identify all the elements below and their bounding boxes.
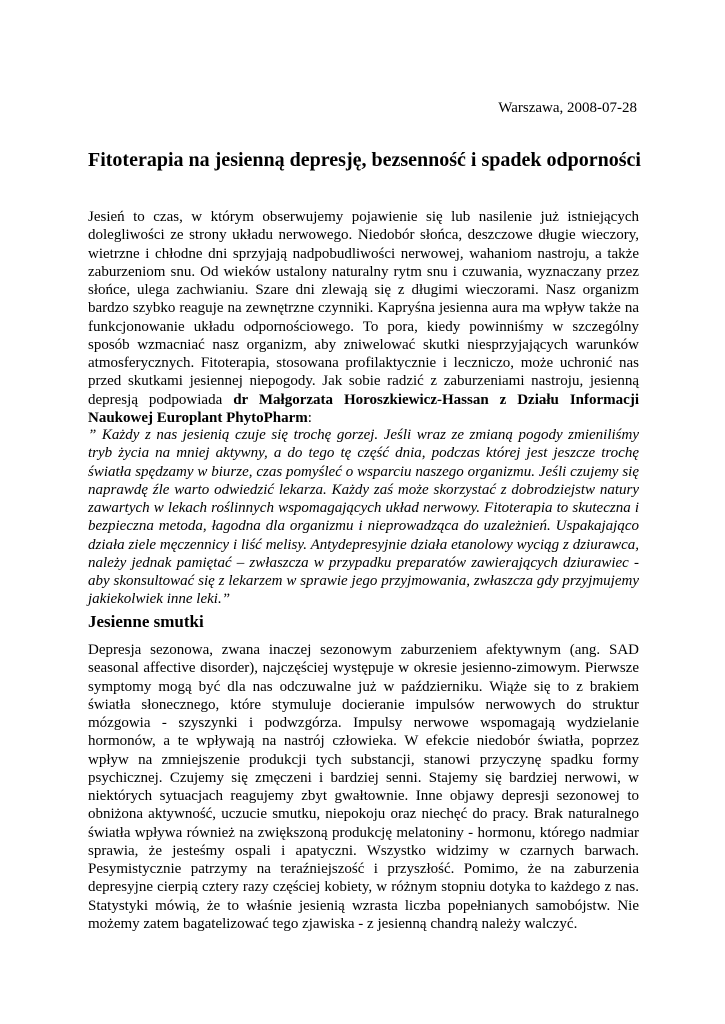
article-title: Fitoterapia na jesienną depresję, bezsenność i spadek odporności <box>88 149 641 171</box>
intro-end: : <box>307 409 312 426</box>
place-date: Warszawa, 2008-07-28 <box>498 100 637 116</box>
intro-paragraph <box>88 208 639 427</box>
expert-quote: ” Każdy z nas jesienią czuje się trochę gorzej. Jeśli wraz ze zmianą pogody zmieniliśmy tryb życia na mniej aktywny, a do tego tę część dnia, podczas której jest jeszcze trochę światła spędzamy w biurze, czas pomyśleć o wsparciu naszego organizmu. Jeśli czujemy się naprawdę źle warto odwiedzić lekarza. Każdy zaś może skorzystać z dobrodziejstw natury zawartych w lekach roślinnych wspomagających układ nerwowy. Fitoterapia to skuteczna i bezpieczna metoda, łagodna dla organizmu i nieprowadząca do uzależnień. Uspakajająco działa ziele męczennicy i liść melisy. Antydepresyjnie działa etanolowy wyciąg z dziurawca, należy jednak pamiętać – zwłaszcza w przypadku preparatów zawierających dziurawiec - aby skonsultować się z lekarzem w sprawie jego przyjmowania, zwłaszcza gdy przyjmujemy jakiekolwiek inne leki.” <box>88 427 639 608</box>
expert-name: dr Małgorzata Horoszkiewicz-Hassan z Działu Informacji Naukowej Europlant PhytoPharm <box>88 391 639 426</box>
section-paragraph: Depresja sezonowa, zwana inaczej sezonowym zaburzeniem afektywnym (ang. SAD seasonal affective disorder), najczęściej występuje w okresie jesienno-zimowym. Pierwsze symptomy mogą być dla nas odczuwalne już w październiku. Wiąże się to z brakiem światła słonecznego, które stymuluje docieranie impulsów nerwowych do struktur mózgowia - szyszynki i podwzgórza. Impulsy nerwowe wspomagają wydzielanie hormonów, a te wpływają na nastrój człowieka. W efekcie niedobór światła, poprzez wpływ na zmniejszenie produkcji tych substancji, stanowi przyczynę spadku formy psychicznej. Czujemy się zmęczeni i bardziej senni. Stajemy się bardziej nerwowi, w niektórych sytuacjach reagujemy zbyt gwałtownie. Inne objawy depresji sezonowej to obniżona aktywność, uczucie smutku, niepokoju oraz niechęć do pracy. Brak naturalnego światła wpływa również na zwiększoną produkcję melatoniny - hormonu, którego nadmiar sprawia, że jesteśmy ospali i apatyczni. Wszystko widzimy w czarnych barwach. Pesymistycznie patrzymy na teraźniejszość i przyszłość. Pomimo, że na zaburzenia depresyjne cierpią cztery razy częściej kobiety, w różnym stopniu dotyka to każdego z nas. Statystyki mówią, że to właśnie jesienią wzrasta liczba popełnianych samobójstw. Nie możemy zatem bagatelizować tego zjawiska - z jesienną chandrą należy walczyć. <box>88 642 639 932</box>
intro-text: Jesień to czas, w którym obserwujemy pojawienie się lub nasilenie już istniejących dolegliwości ze strony układu nerwowego. Niedobór słońca, deszczowe długie wieczory, wietrzne i chłodne dni sprzyjają nadpobudliwości nerwowej, wahaniom nastroju, a także zaburzeniom snu. Od wieków ustalony naturalny rytm snu i czuwania, wyznaczany przez słońce, ulega zachwianiu. Szare dni zlewają się z długimi wieczorami. Nasz organizm bardzo szybko reaguje na zewnętrzne czynniki. Kapryśna jesienna aura ma wpływ także na funkcjonowanie układu odpornościowego. To pora, kiedy powinniśmy w szczególny sposób wzmacniać nasz organizm, aby zniwelować skutki niesprzyjających warunków atmosferycznych. Fitoterapia, stosowana profilaktycznie i leczniczo, może uchronić nas przed skutkami jesiennej niepogody. Jak sobie radzić z zaburzeniami nastroju, jesienną depresją podpowiada <box>88 209 639 408</box>
section-heading: Jesienne smutki <box>88 612 204 631</box>
